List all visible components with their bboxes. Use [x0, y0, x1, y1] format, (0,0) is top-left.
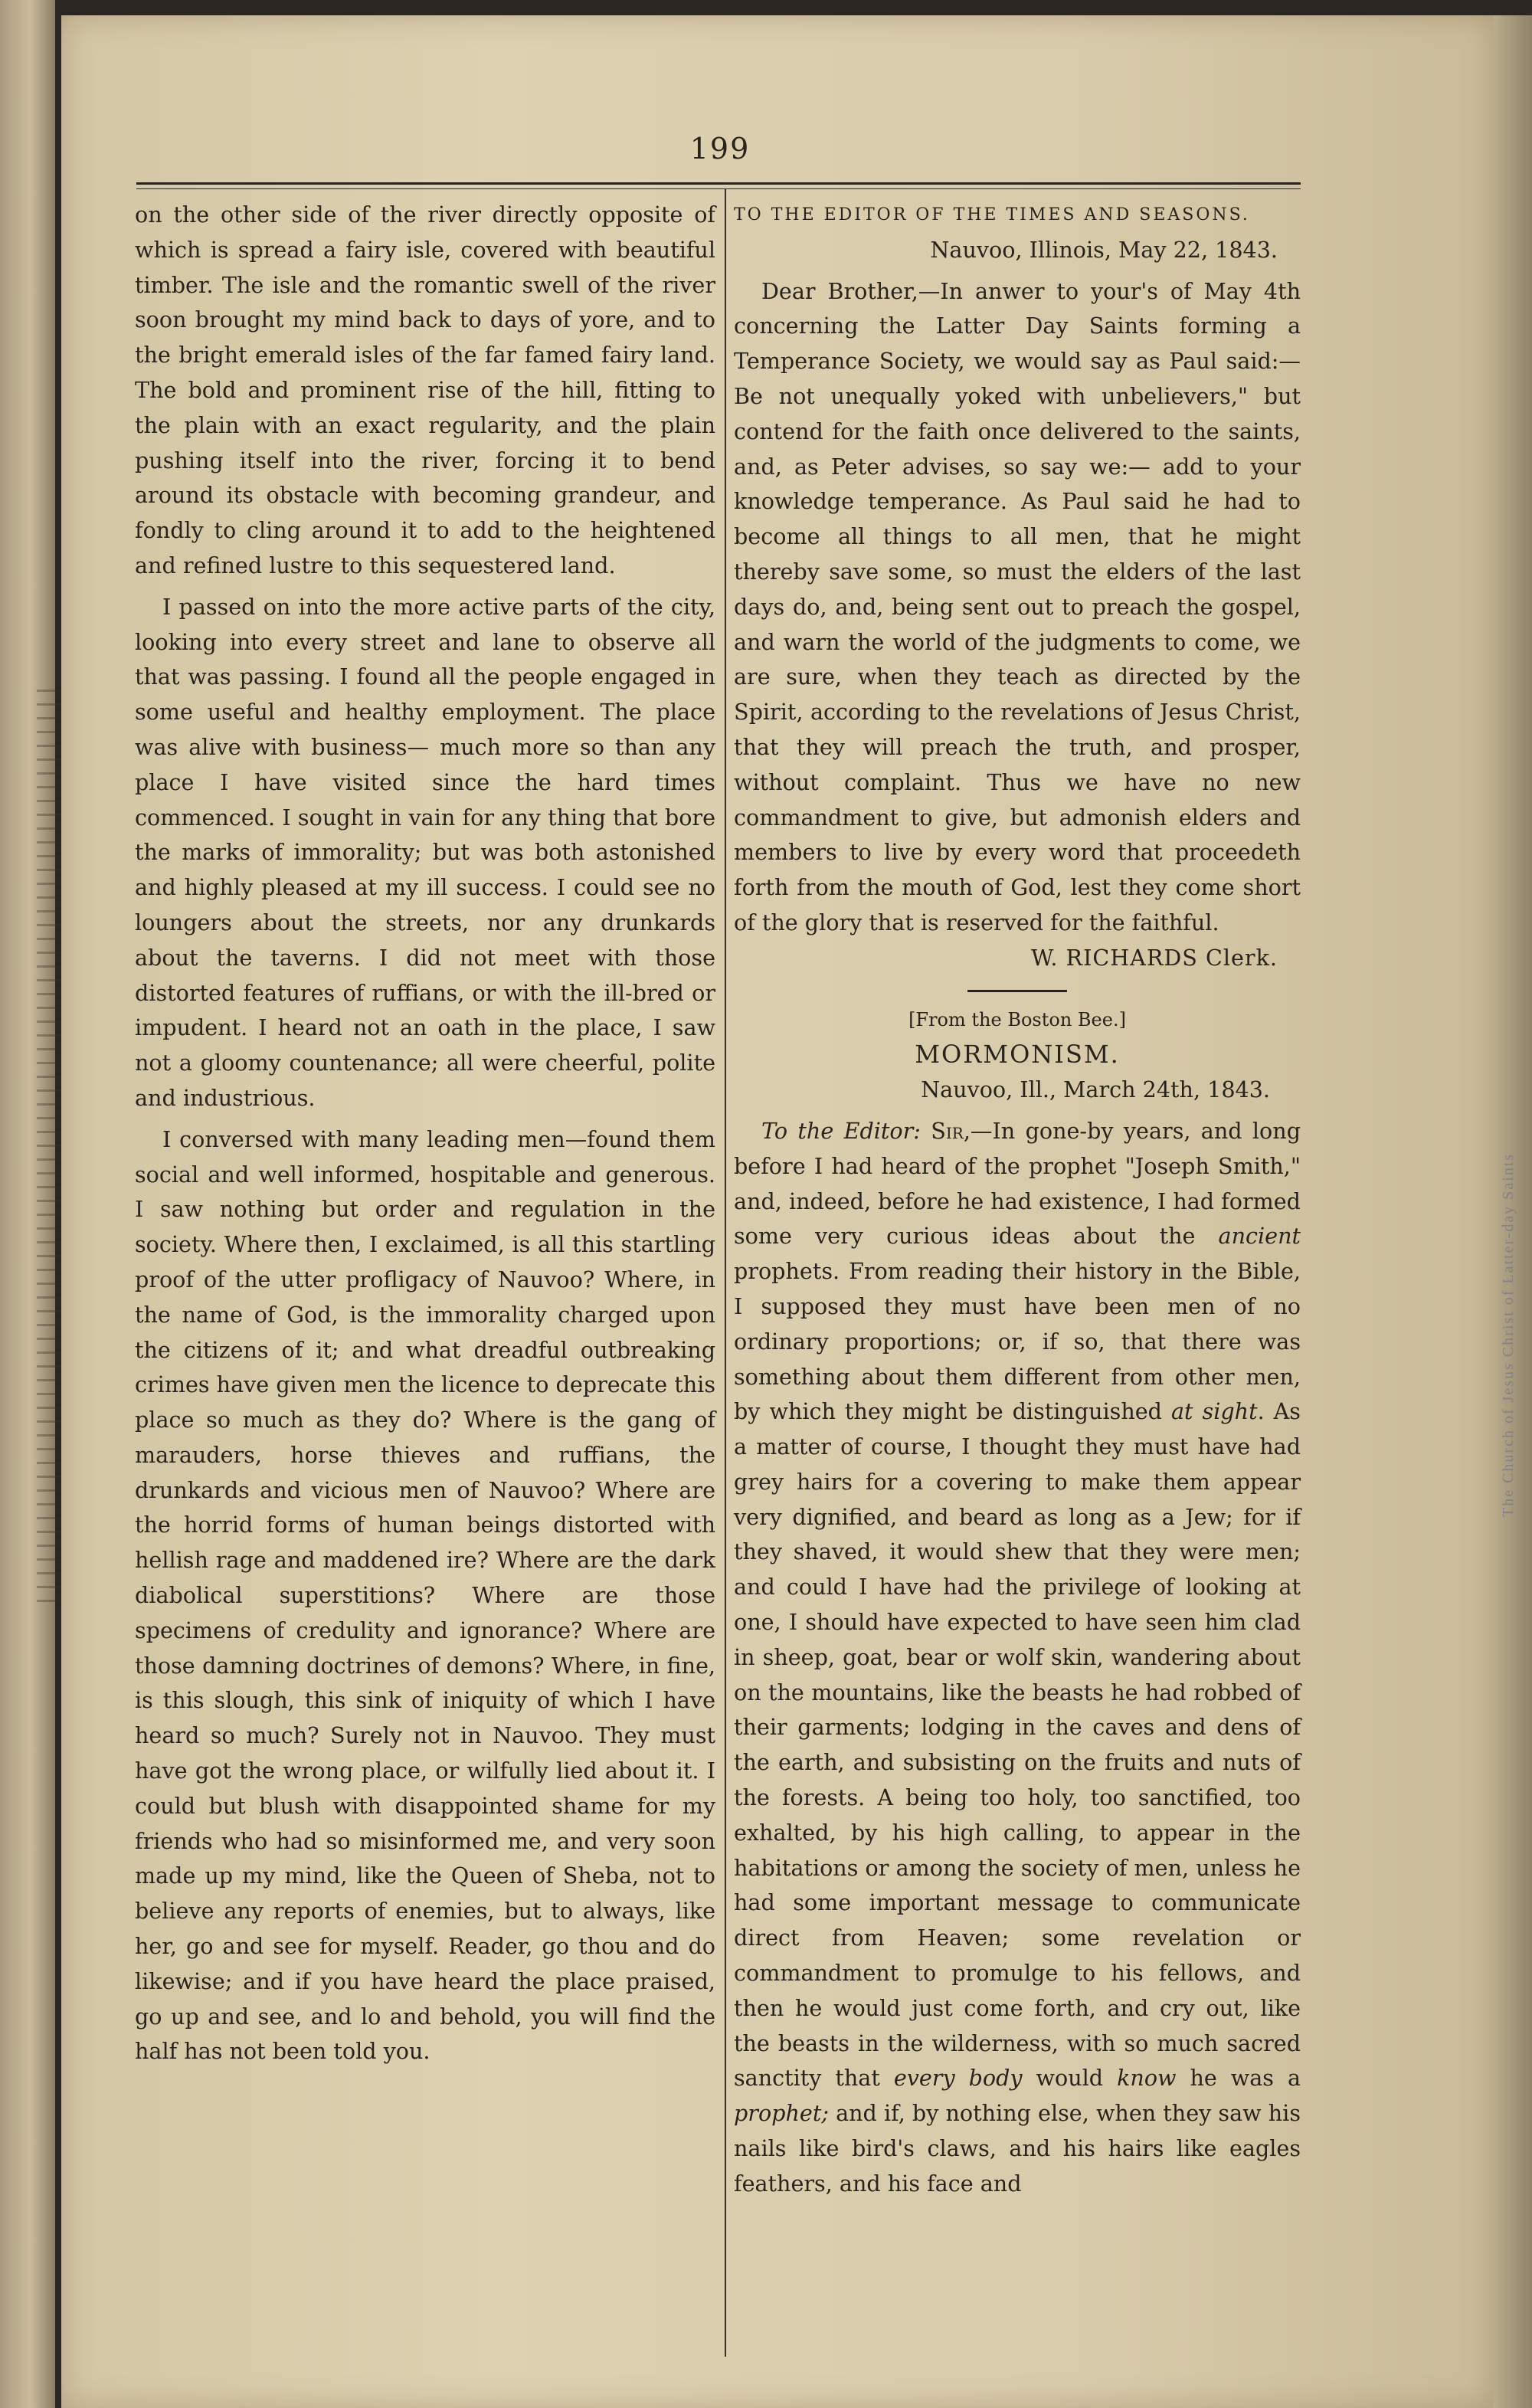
article-text-9: he was a [1176, 2065, 1301, 2092]
article-text-4: at sight [1170, 1398, 1258, 1425]
article-text-8: know [1117, 2065, 1177, 2092]
letter-heading: TO THE EDITOR OF THE TIMES AND SEASONS. [734, 205, 1250, 224]
section-rule [967, 990, 1067, 992]
letter-dateline: Nauvoo, Illinois, May 22, 1843. [930, 236, 1278, 263]
header-rule [136, 182, 1301, 185]
right-column [734, 198, 1301, 2202]
article-text-11: and if, by nothing else, when they saw his nails like bird's claws, and his hairs like eagles feathers, and his face and [734, 2100, 1301, 2197]
article-headline: MORMONISM. [915, 1040, 1120, 1070]
article-source: [From the Boston Bee.] [908, 1008, 1126, 1030]
left-column [135, 198, 715, 2069]
article-text-2: ancient [1218, 1223, 1301, 1250]
letter-signature: W. RICHARDS Clerk. [1030, 944, 1278, 971]
left-paragraph-3: I conversed with many leading men—found them social and well informed, hospitable and generous. I saw nothing but order and regulation in the society. Where then, I exclaimed, is all this startling proof of the utter profligacy of Nauvoo? Where, in the name of God, is the immorality charged upon the citizens of it; and what dreadful outbreaking crimes have given men the licence to deprecate this place so much as they do? Where is the gang of marauders, horse thieves and ruffians, the drunkards and vicious men of Nauvoo? Where are the horrid forms of human beings distorted with hellish rage and maddened ire? Where are the dark diabolical superstitions? Where are those specimens of credulity and ignorance? Where are those damning doctrines of demons? Where, in fine, is this slough, this sink of iniquity of which I have heard so much? Surely not in Nauvoo. They must have got the wrong place, or wilfully lied about it. I could but blush with disappointed shame for my friends who had so misinformed me, and very soon made up my mind, like the Queen of Sheba, not to believe any reports of enemies, but to always, like her, go and see for myself. Reader, go thou and do likewise; and if you have heard the place praised, go up and see, and lo and behold, you will find the half has not been told you. [135, 1125, 715, 2065]
article-text-3: prophets. From reading their history in the Bible, I supposed they must have been men of no ordinary proportions; or, if so, that there was something about them different from other men, by which they might be distinguished [734, 1258, 1301, 1425]
left-paragraph-1: on the other side of the river directly opposite of which is spread a fairy isle, covered with beautiful timber. The isle and the romantic swell of the river soon brought my mind back to days of yore, and to the bright emerald isles of the far famed fairy land. The bold and prominent rise of the hill, fitting to the plain with an exact regularity, and the plain pushing itself into the river, forcing it to bend around its obstacle with becoming grandeur, and fondly to cling around it to add to the heightened and refined lustre to this sequestered land. [135, 201, 715, 578]
article-salutation: To the Editor: [761, 1117, 921, 1144]
article-text-6: every body [893, 2065, 1023, 2092]
library-edge-stamp: The Church of Jesus Christ of Latter-day Saints [1500, 1152, 1517, 1517]
letter-body: Dear Brother,—In anwer to your's of May 4th concerning the Latter Day Saints forming a Temperance Society, we would say as Paul said:—Be not unequally yoked with unbelievers," but contend for the faith once delivered to the saints, and, as Peter advises, so say we:— add to your knowledge temperance. As Paul said he had to become all things to all men, that he might thereby save some, so must the elders of the last days do, and, being sent out to preach the gospel, and warn the world of the judgments to come, we are sure, when they teach as directed by the Spirit, according to the revelations of Jesus Christ, that they will preach the truth, and prosper, without complaint. Thus we have no new commandment to give, but admonish elders and members to live by every word that proceedeth forth from the mouth of God, lest they come short of the glory that is reserved for the faithful. [734, 277, 1301, 935]
page-number: 199 [689, 132, 751, 165]
article-sir: Sir, [931, 1117, 971, 1144]
article-text-10: prophet; [734, 2100, 829, 2127]
article-text-1: —In gone-by years, and long before I had heard of the prophet "Joseph Smith," and, indeed, before he had existence, I had formed some very curious ideas about the [734, 1117, 1301, 1250]
column-divider [725, 188, 726, 2357]
article-text-5: . As a matter of course, I thought they must have had grey hairs for a covering to make them appear very dignified, and beard as long as a Jew; for if they shaved, it would shew that they were men; and could I have had the privilege of looking at one, I should have expected to have seen him clad in sheep, goat, bear or wolf skin, wandering about on the mountains, like the beasts he had robbed of their garments; lodging in the caves and dens of the earth, and subsisting on the fruits and nuts of the forests. A being too holy, too sanctified, too exhalted, by his high calling, to appear in the habitations or among the society of men, unless he had some important message to communicate direct from Heaven; some revelation or commandment to promulge to his fellows, and then he would just come forth, and cry out, like the beasts in the wilderness, with so much sacred sanctity that [734, 1398, 1301, 2092]
header-rule-thin [136, 188, 1301, 189]
article-body [734, 1114, 1301, 2202]
article-dateline: Nauvoo, Ill., March 24th, 1843. [921, 1076, 1270, 1103]
article-text-7: would [1022, 2065, 1118, 2092]
left-paragraph-2: I passed on into the more active parts of the city, looking into every street and lane to observe all that was passing. I found all the people engaged in some useful and healthy employment. The place was alive with business— much more so than any place I have visited since the hard times commenced. I sought in vain for any thing that bore the marks of immorality; but was both astonished and highly pleased at my ill success. I could see no loungers about the streets, nor any drunkards about the taverns. I did not meet with those distorted features of ruffians, or with the ill-bred or impudent. I heard not an oath in the place, I saw not a gloomy countenance; all were cheerful, polite and industrious. [135, 593, 715, 1111]
